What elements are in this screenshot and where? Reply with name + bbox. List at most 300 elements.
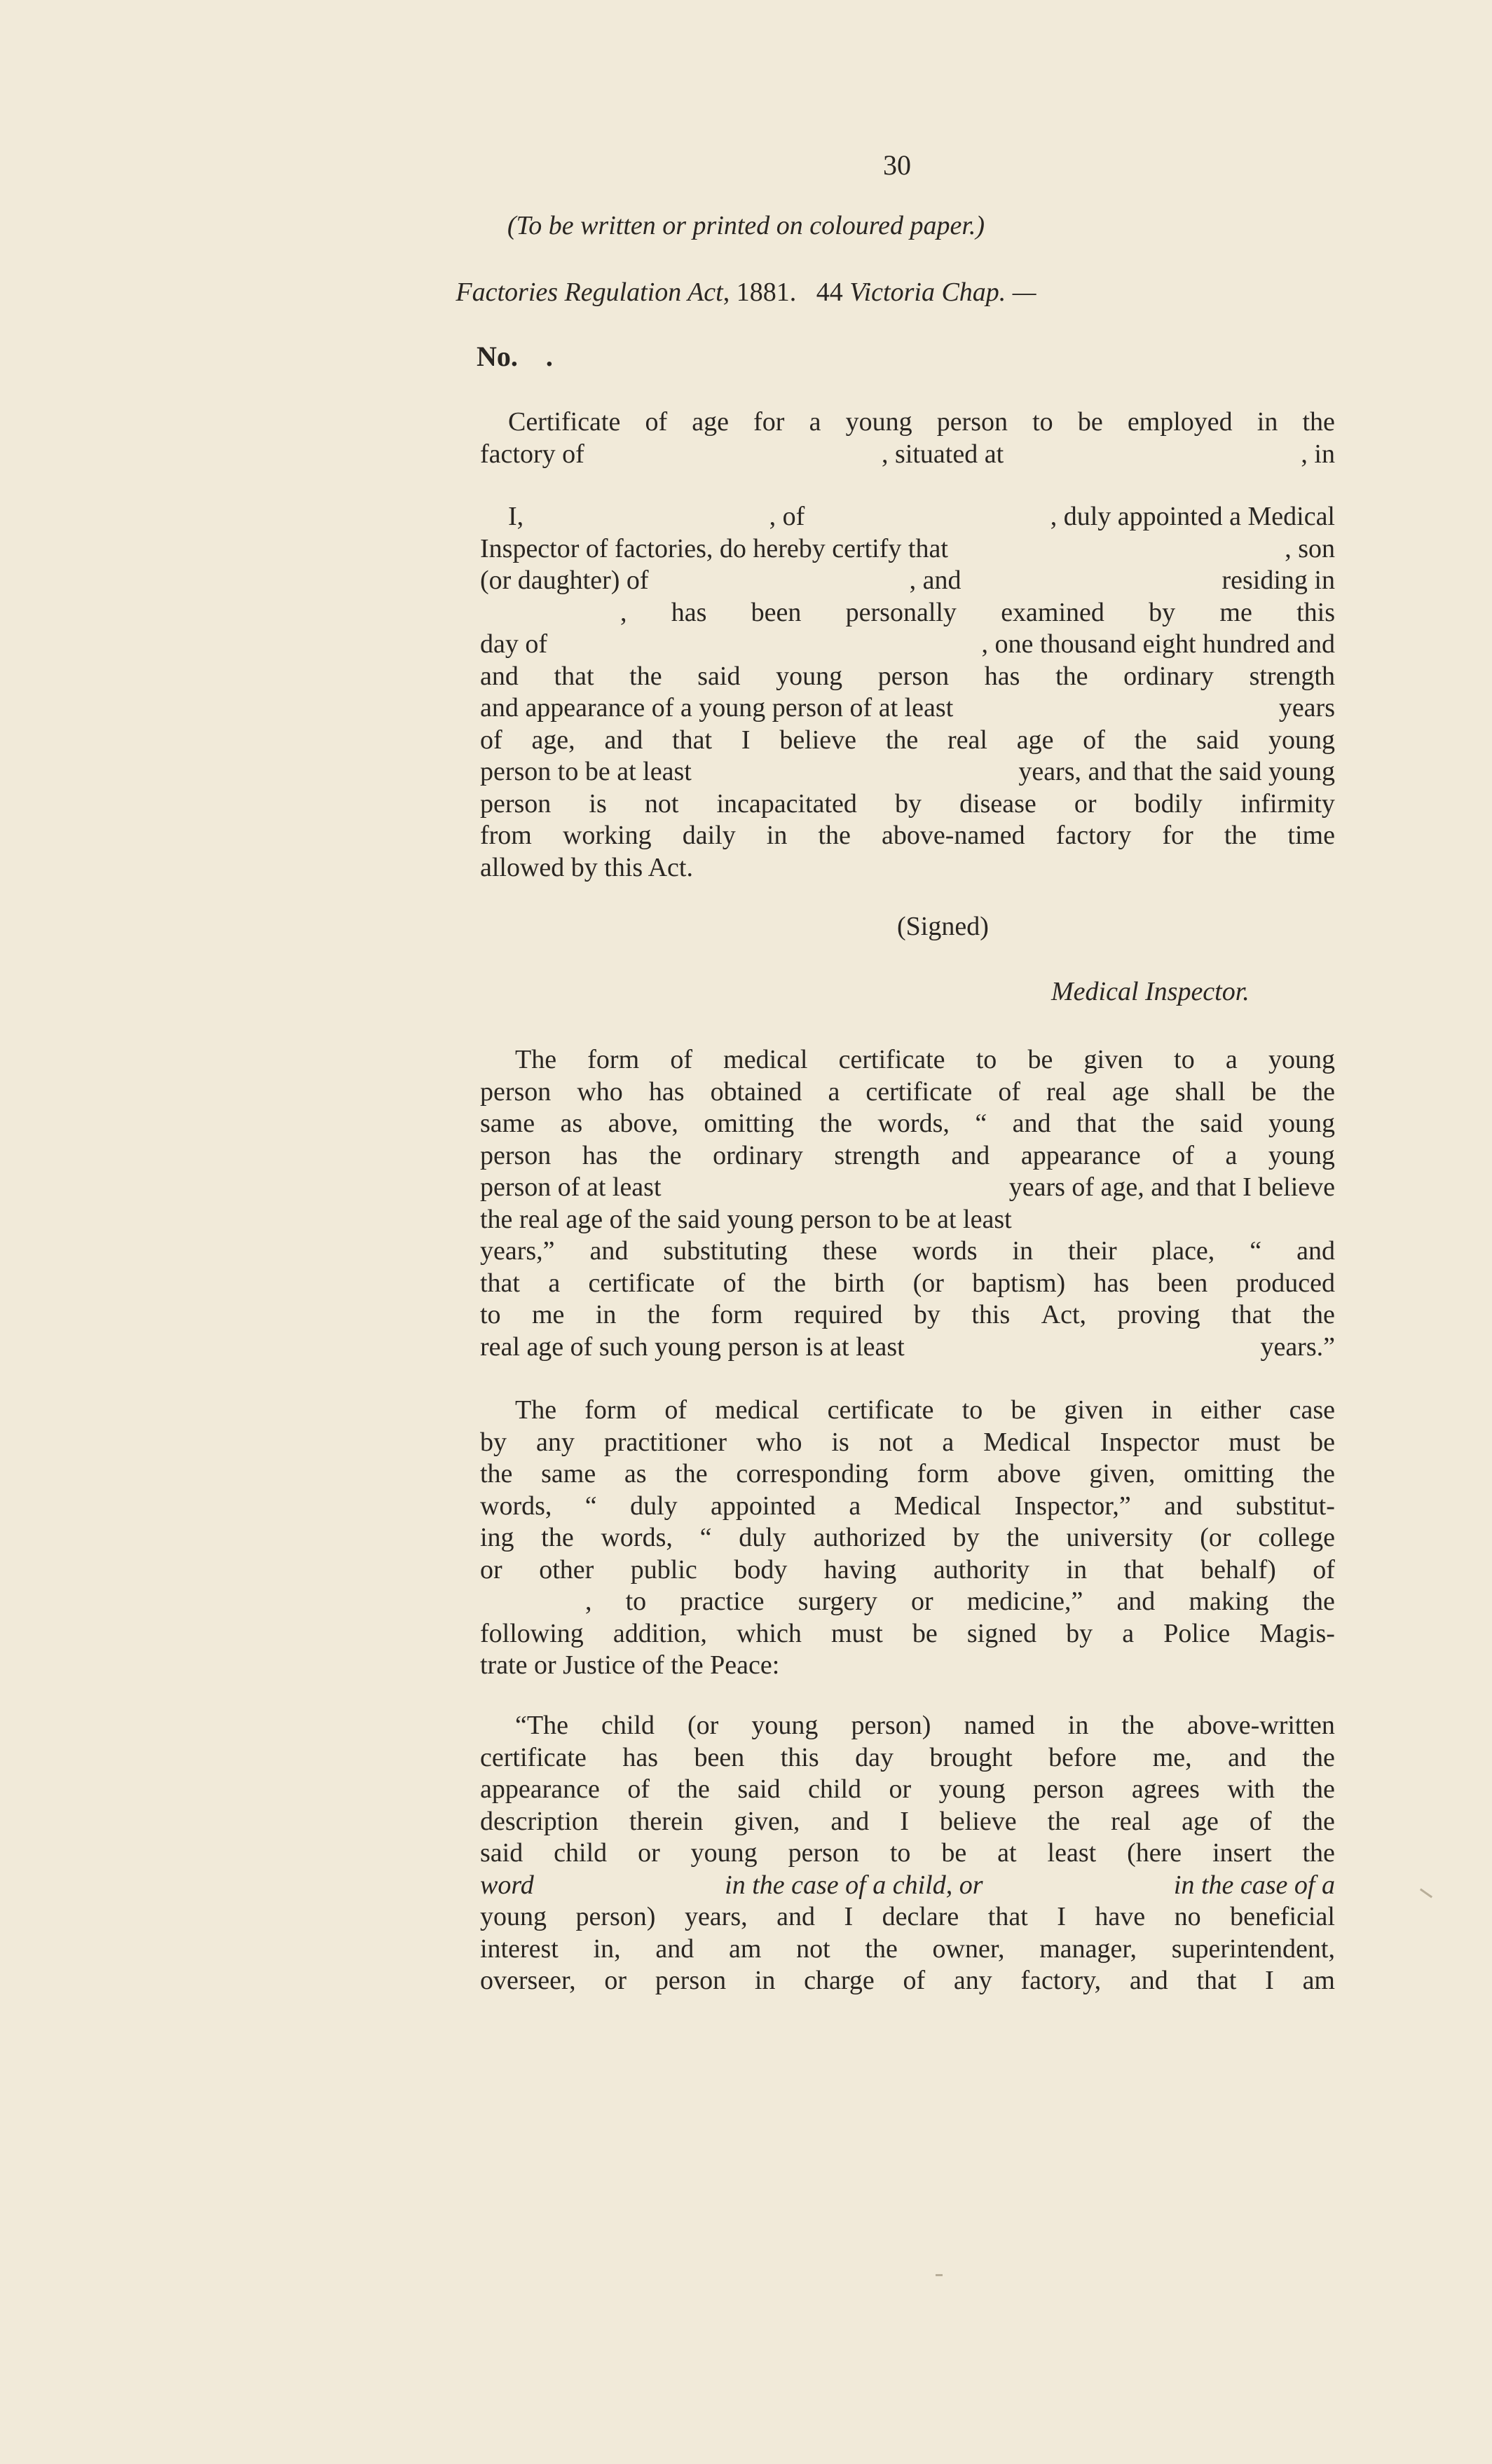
word: of (670, 1045, 692, 1074)
text-segment: in the case of a child, or (725, 1870, 983, 1900)
word: young (751, 1711, 819, 1740)
word: named (964, 1711, 1035, 1740)
word: or (638, 1838, 660, 1868)
word: as (624, 1459, 647, 1488)
paper-speck (1420, 1889, 1432, 1898)
word: of (998, 1076, 1020, 1107)
word: words (912, 1236, 978, 1266)
text-segment: trate or Justice of the Peace: (480, 1650, 780, 1680)
word: or (910, 1587, 933, 1616)
word: in (1151, 1395, 1172, 1425)
word: the (818, 821, 851, 850)
word: Certificate (508, 407, 621, 437)
text-line (480, 1901, 1335, 1933)
text-segment: word (480, 1870, 534, 1900)
word: strength (1249, 661, 1335, 691)
text-segment: person to be at least (480, 757, 692, 786)
word: from (480, 821, 532, 850)
word: and (604, 725, 643, 755)
word: no (1174, 1902, 1201, 1931)
text-segment: , situated at (882, 439, 1004, 469)
text-line (480, 1586, 1335, 1618)
word: am (728, 1933, 762, 1964)
word: or (480, 1554, 502, 1585)
word: me, (1152, 1742, 1192, 1772)
word: person) (575, 1902, 656, 1931)
word: the (1142, 1109, 1175, 1138)
word: insert (1212, 1838, 1272, 1868)
word: declare (882, 1902, 959, 1931)
text-line (480, 1427, 1335, 1459)
word: a (1225, 1045, 1238, 1074)
text-line (480, 1554, 1335, 1587)
word: for (753, 407, 785, 437)
no-dot: . (545, 341, 553, 372)
text-line (480, 1458, 1335, 1491)
text-segment: real age of such young person is at least (480, 1332, 905, 1362)
text-segment: allowed by this Act. (480, 852, 693, 882)
word: the (1302, 1742, 1335, 1772)
word: birth (834, 1268, 885, 1298)
word: duly (739, 1523, 786, 1552)
word: same (480, 1109, 535, 1138)
medical-inspector-label: Medical Inspector. (1051, 977, 1250, 1006)
word: description (480, 1806, 598, 1836)
word: omitting (1184, 1459, 1274, 1488)
word: baptism) (972, 1268, 1066, 1298)
text-line (480, 1140, 1335, 1172)
word: and (480, 661, 519, 691)
word: infirmity (1240, 788, 1335, 819)
word: real (1046, 1076, 1086, 1107)
text-segment: in the case of a (1173, 1870, 1335, 1900)
word: addition, (612, 1618, 707, 1648)
word: of (1172, 1140, 1194, 1170)
word: making (1189, 1587, 1269, 1616)
word: above, (608, 1109, 678, 1138)
text-line (480, 788, 1335, 821)
word: before (1048, 1742, 1117, 1772)
text-line (480, 1172, 1335, 1204)
word: that (1196, 1966, 1237, 1995)
word: daily (682, 821, 736, 850)
word: Medical (983, 1427, 1071, 1457)
word: me (531, 1300, 565, 1329)
word: that (672, 725, 713, 755)
text-line (480, 692, 1335, 725)
word: and (776, 1902, 815, 1931)
word: proving (1117, 1300, 1200, 1329)
word: Inspector (1100, 1427, 1200, 1457)
word: any (953, 1966, 992, 1995)
text-line (480, 629, 1335, 661)
word: not (796, 1933, 830, 1964)
word: the (1302, 1587, 1335, 1616)
word: this (971, 1300, 1011, 1329)
text-line (480, 1965, 1335, 1997)
text-line (480, 661, 1335, 693)
word: appointed (711, 1491, 816, 1521)
word: a (942, 1427, 954, 1457)
word: age (692, 407, 729, 437)
text-line (480, 1236, 1335, 1268)
word: form (711, 1300, 763, 1329)
word: in (1257, 407, 1278, 437)
text-line (480, 439, 1335, 471)
word: omitting (704, 1109, 795, 1138)
word: medical (723, 1045, 808, 1074)
word: as (560, 1109, 583, 1138)
word: the (1302, 1806, 1335, 1836)
text-segment: day of (480, 629, 548, 659)
text-line (480, 597, 1335, 629)
word: public (630, 1554, 697, 1585)
word: person (480, 788, 552, 819)
text-segment: , of (769, 502, 805, 531)
word: that (987, 1902, 1028, 1931)
no-text: No. (477, 341, 518, 372)
word: the (647, 1300, 680, 1329)
text-line (480, 1299, 1335, 1332)
word: given, (734, 1806, 800, 1836)
word: of (645, 407, 668, 437)
word: to (889, 1838, 911, 1868)
text-segment: and appearance of a young person of at least (480, 693, 954, 723)
word: substituting (663, 1236, 788, 1266)
word: interest (480, 1933, 559, 1964)
word: been (694, 1742, 745, 1772)
word: in (1012, 1236, 1034, 1266)
text-line (480, 1650, 1335, 1682)
word: of (723, 1268, 746, 1298)
word: the (885, 725, 919, 755)
subtitle: (To be written or printed on coloured paper.) (507, 211, 985, 240)
word: the (1006, 1523, 1039, 1552)
word: of (1083, 725, 1105, 755)
word: a (828, 1076, 840, 1107)
word: medicine,” (966, 1587, 1083, 1616)
word: has (582, 1140, 618, 1170)
word: the (865, 1933, 898, 1964)
text-line (480, 533, 1335, 566)
word: the (677, 1774, 710, 1804)
word: by (1149, 597, 1176, 627)
word: by (480, 1427, 507, 1457)
word: certificate (480, 1742, 587, 1772)
word: words, (877, 1109, 950, 1138)
word: by (952, 1523, 980, 1552)
word: said (1196, 725, 1240, 755)
word: to (1032, 407, 1053, 437)
word: of (664, 1395, 687, 1425)
word: child (601, 1711, 655, 1740)
word: a (548, 1268, 561, 1298)
word: person) (851, 1711, 931, 1740)
word: age, (531, 725, 575, 755)
word: believe (939, 1806, 1017, 1836)
word: person (480, 1076, 552, 1107)
text-line (480, 756, 1335, 788)
word: the (1224, 821, 1257, 850)
text-line (480, 1870, 1335, 1902)
word: case (1289, 1395, 1335, 1425)
text-line (480, 1204, 1335, 1236)
word: ing (480, 1523, 514, 1552)
text-line (480, 1806, 1335, 1838)
word: and (1012, 1109, 1051, 1138)
word: “ (1250, 1236, 1262, 1266)
word: working (562, 821, 652, 850)
word: the (1121, 1711, 1154, 1740)
word: person (655, 1966, 727, 1995)
word: charge (804, 1966, 875, 1995)
word: has (1093, 1268, 1130, 1298)
word: must (830, 1618, 883, 1648)
text-segment: , and (909, 566, 961, 595)
word: “ (584, 1491, 597, 1521)
word: that (554, 661, 594, 691)
word: examined (1001, 597, 1104, 627)
word: given, (1089, 1459, 1156, 1488)
word: college (1258, 1523, 1335, 1552)
word: been (751, 597, 802, 627)
word: in (595, 1300, 617, 1329)
word: brought (929, 1742, 1013, 1772)
word: I (1057, 1902, 1066, 1931)
word: duly (630, 1491, 678, 1521)
word: above (997, 1459, 1061, 1488)
word: incapacitated (716, 788, 857, 819)
text-segment: years, and that the said young (1018, 757, 1335, 786)
word: believe (779, 725, 857, 755)
word: in, (593, 1933, 621, 1964)
word: and (1228, 1742, 1266, 1772)
word: of (903, 1966, 926, 1995)
word: at (997, 1838, 1017, 1868)
word: practitioner (603, 1427, 727, 1457)
word: authorized (813, 1523, 926, 1552)
word: said (1200, 1109, 1243, 1138)
word: by (1066, 1618, 1093, 1648)
word: is (589, 788, 607, 819)
word: young (1268, 1109, 1335, 1138)
word: in (754, 1966, 776, 1995)
text-line (480, 1332, 1335, 1364)
word: and (655, 1933, 694, 1964)
word: place, (1151, 1236, 1215, 1266)
word: who (756, 1427, 802, 1457)
text-segment: years of age, and that I believe (1008, 1172, 1335, 1202)
text-line (480, 1933, 1335, 1966)
word: of (480, 725, 502, 755)
word: superintendent, (1171, 1933, 1335, 1964)
text-segment: residing in (1221, 566, 1335, 595)
paragraph-2 (480, 501, 1335, 884)
word: to (976, 1045, 997, 1074)
text-segment: the real age of the said young person to be at least (480, 1204, 1012, 1234)
word: produced (1236, 1268, 1335, 1298)
text-line (480, 820, 1335, 852)
paragraph-1 (480, 406, 1335, 470)
word: and (830, 1806, 870, 1836)
word: any (536, 1427, 575, 1457)
act-chap: Victoria Chap. — (849, 278, 1036, 307)
word: either (1200, 1395, 1261, 1425)
word: body (734, 1554, 788, 1585)
word: be (1077, 407, 1103, 437)
word: Magis- (1259, 1618, 1335, 1648)
word: be (912, 1618, 938, 1648)
word: certificate (588, 1268, 695, 1298)
word: real (947, 725, 987, 755)
word: ordinary (713, 1140, 803, 1170)
word: I (844, 1902, 854, 1931)
word: , (585, 1587, 592, 1616)
text-segment: factory of (480, 439, 584, 469)
word: is (831, 1427, 849, 1457)
word: that (1076, 1109, 1116, 1138)
text-line (480, 565, 1335, 597)
word: a (1225, 1140, 1238, 1170)
text-line (480, 501, 1335, 533)
word: real (1111, 1806, 1151, 1836)
word: said (737, 1774, 781, 1804)
word: the (819, 1109, 853, 1138)
word: has (984, 661, 1020, 691)
word: person (1033, 1774, 1104, 1804)
word: that (480, 1268, 520, 1298)
word: words, (480, 1491, 552, 1521)
word: (or (687, 1711, 719, 1740)
word: factory, (1020, 1966, 1102, 1995)
word: certificate (827, 1395, 934, 1425)
text-line (480, 1618, 1335, 1650)
word: not (878, 1427, 913, 1457)
word: be (1310, 1427, 1335, 1457)
word: form (587, 1045, 640, 1074)
word: with (1227, 1774, 1275, 1804)
word: corresponding (736, 1459, 889, 1488)
word: the (1302, 407, 1335, 437)
word: above-written (1186, 1711, 1335, 1740)
page-number: 30 (883, 149, 911, 181)
word: manager, (1039, 1933, 1137, 1964)
word: appearance (480, 1774, 600, 1804)
word: the (773, 1268, 807, 1298)
text-segment: (or daughter) of (480, 566, 649, 595)
text-line (480, 1268, 1335, 1300)
word: this (1296, 597, 1335, 627)
paragraph-3 (480, 1044, 1335, 1363)
word: the (629, 661, 662, 691)
word: of (1313, 1554, 1335, 1585)
word: therein (629, 1806, 704, 1836)
word: the (1047, 1806, 1081, 1836)
word: not (644, 788, 679, 819)
word: the (649, 1140, 682, 1170)
word: young (1268, 1140, 1335, 1170)
word: ordinary (1123, 661, 1214, 691)
word: Act, (1041, 1300, 1087, 1329)
word: I (900, 1806, 909, 1836)
word: has (671, 597, 707, 627)
word: a (809, 407, 821, 437)
word: day (855, 1742, 894, 1772)
word: (or (912, 1268, 944, 1298)
text-segment: Inspector of factories, do hereby certify that (480, 533, 948, 563)
no-label (477, 340, 553, 373)
word: to (480, 1300, 501, 1329)
word: me (1219, 597, 1252, 627)
word: the (480, 1459, 513, 1488)
word: young (845, 407, 912, 437)
paragraph-4 (480, 1395, 1335, 1682)
word: factory (1055, 821, 1132, 850)
text-line (480, 1044, 1335, 1076)
word: (or (1200, 1523, 1231, 1552)
word: in (766, 821, 788, 850)
text-segment: , one thousand eight hundred and (981, 629, 1335, 659)
word: Police (1163, 1618, 1231, 1648)
word: “ (975, 1109, 987, 1138)
word: and (951, 1140, 990, 1170)
word: the (541, 1523, 574, 1552)
word: or (604, 1966, 627, 1995)
word: that (1123, 1554, 1164, 1585)
word: has (622, 1742, 659, 1772)
word: having (823, 1554, 897, 1585)
word: have (1095, 1902, 1146, 1931)
word: strength (834, 1140, 920, 1170)
word: The (515, 1395, 557, 1425)
word: their (1068, 1236, 1117, 1266)
word: of (1249, 1806, 1272, 1836)
word: young (938, 1774, 1006, 1804)
word: age (1112, 1076, 1149, 1107)
word: young (1268, 725, 1335, 755)
word: age (1016, 725, 1054, 755)
text-line (480, 1108, 1335, 1140)
word: certificate (865, 1076, 973, 1107)
word: the (1302, 1459, 1335, 1488)
word: in (1066, 1554, 1088, 1585)
word: certificate (838, 1045, 945, 1074)
word: in (1067, 1711, 1089, 1740)
word: been (1157, 1268, 1208, 1298)
word: by (894, 788, 922, 819)
word: the (675, 1459, 708, 1488)
word: the (1302, 1300, 1335, 1329)
word: agrees (1131, 1774, 1200, 1804)
text-line (480, 1774, 1335, 1806)
word: disease (959, 788, 1036, 819)
word: form (917, 1459, 969, 1488)
word: Inspector,” (1014, 1491, 1131, 1521)
word: and (1116, 1587, 1156, 1616)
word: substitut- (1236, 1491, 1335, 1521)
word: bodily (1134, 788, 1203, 819)
word: these (822, 1236, 877, 1266)
act-year: , 1881. (723, 278, 797, 307)
word: years, (684, 1902, 748, 1931)
word: to (961, 1395, 983, 1425)
word: required (793, 1300, 883, 1329)
paragraph-5 (480, 1710, 1335, 1997)
word: or (889, 1774, 912, 1804)
word: young (690, 1838, 758, 1868)
word: which (736, 1618, 802, 1648)
word: of (627, 1774, 650, 1804)
